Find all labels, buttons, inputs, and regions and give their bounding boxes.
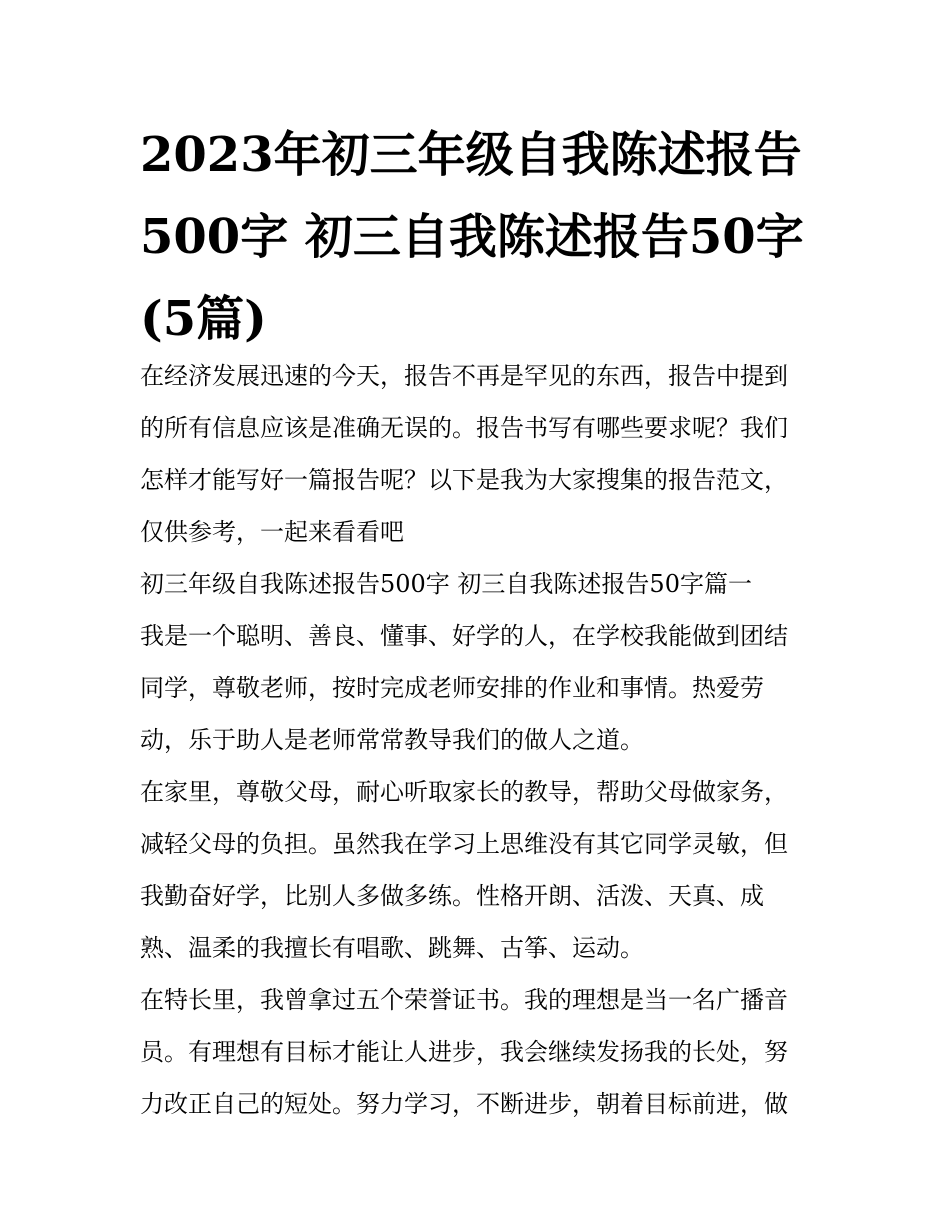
text-line: 初三年级自我陈述报告500字 初三自我陈述报告50字篇一 [140, 570, 752, 598]
text-line: 在特长里，我曾拿过五个荣誉证书。我的理想是当一名广播音 [140, 986, 788, 1014]
text-line: 同学，尊敬老师，按时完成老师安排的作业和事情。热爱劳 [140, 674, 764, 702]
title-line: 500字 初三自我陈述报告50字 [140, 209, 804, 265]
intro-paragraph [140, 350, 820, 558]
title-line: (5篇) [140, 291, 267, 347]
text-line: 在家里，尊敬父母，耐心听取家长的教导，帮助父母做家务， [140, 778, 788, 806]
text-line: 减轻父母的负担。虽然我在学习上思维没有其它同学灵敏，但 [140, 830, 788, 858]
text-line: 的所有信息应该是准确无误的。报告书写有哪些要求呢？我们 [140, 414, 788, 442]
body-paragraph [140, 766, 820, 974]
title-line: 2023年初三年级自我陈述报告 [140, 127, 802, 183]
document-body [140, 350, 820, 1130]
text-line: 在经济发展迅速的今天，报告不再是罕见的东西，报告中提到 [140, 362, 788, 390]
section-heading [140, 558, 820, 610]
body-paragraph [140, 610, 820, 766]
text-line: 力改正自己的短处。努力学习，不断进步，朝着目标前进，做 [140, 1090, 788, 1118]
text-line: 熟、温柔的我擅长有唱歌、跳舞、古筝、运动。 [140, 934, 644, 962]
text-line: 动，乐于助人是老师常常教导我们的做人之道。 [140, 726, 644, 754]
text-line: 怎样才能写好一篇报告呢？以下是我为大家搜集的报告范文， [140, 466, 788, 494]
document-title [140, 114, 820, 360]
text-line: 仅供参考，一起来看看吧 [140, 518, 404, 546]
text-line: 我是一个聪明、善良、懂事、好学的人，在学校我能做到团结 [140, 622, 788, 650]
text-line: 员。有理想有目标才能让人进步，我会继续发扬我的长处，努 [140, 1038, 788, 1066]
text-line: 我勤奋好学，比别人多做多练。性格开朗、活泼、天真、成 [140, 882, 764, 910]
body-paragraph [140, 974, 820, 1130]
